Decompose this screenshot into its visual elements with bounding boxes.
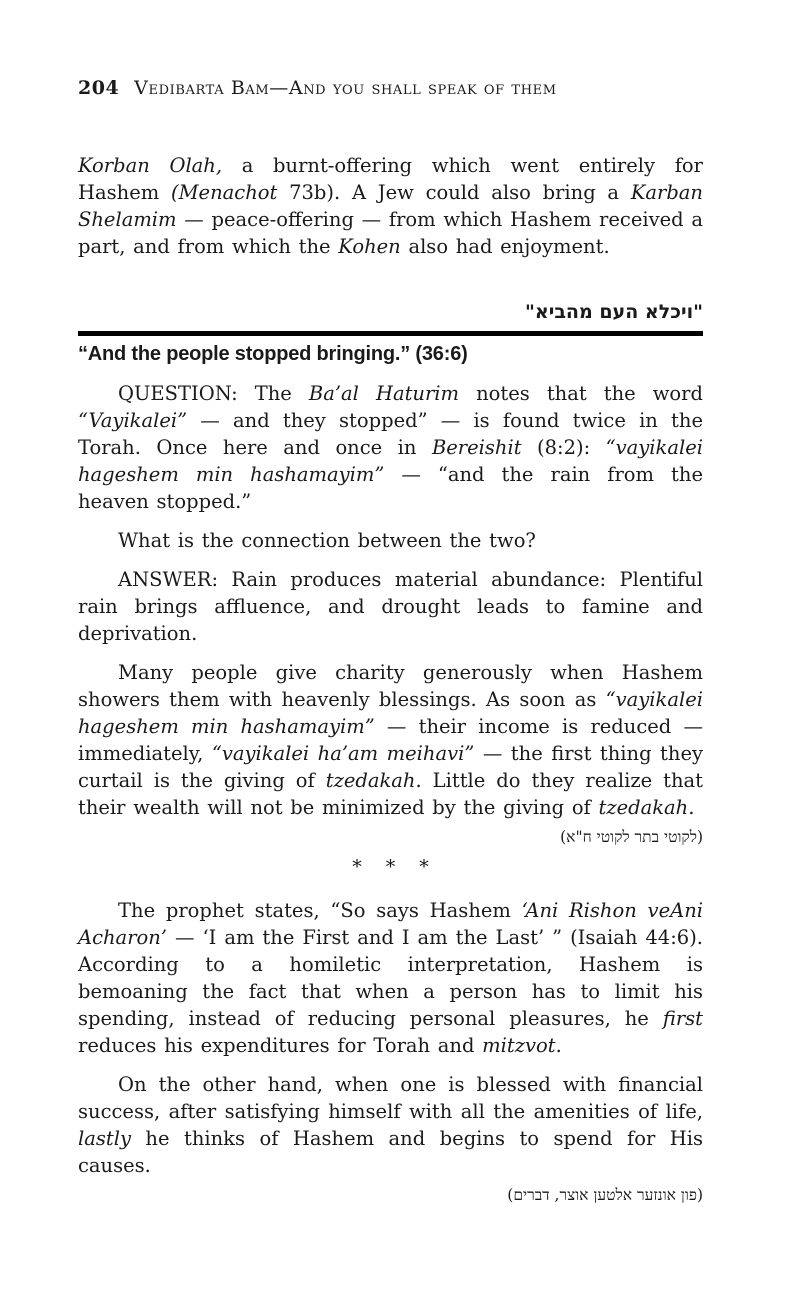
paragraph-prophet: The prophet states, “So says Hashem ‘Ani Rishon veAni Acharon’ — ‘I am the First and I am the Last’ ” (Isaiah 44:6). According to a homiletic interpretation, Hashem is bemoaning the fact that when a person has to limit his spending, instead of reducing personal pleasures, he first reduces his expenditures for Torah and mitzvot. <box>78 899 703 1057</box>
page-number: 204 <box>78 77 120 99</box>
section-english-title: “And the people stopped bringing.” (36:6) <box>78 343 468 365</box>
paragraph-charity: Many people give charity generously when Hashem showers them with heavenly blessings. As soon as “vayikalei hageshem min hashamayim” — their income is reduced — immediately, “vayikalei ha’am meihavi” — the first thing they curtail is the giving of tzedakah. Little do they realize that their wealth will not be minimized by the giving of tzedakah. <box>78 661 704 819</box>
section-heading <box>78 300 703 366</box>
paragraph-connection-question: What is the connection between the two? <box>118 529 536 552</box>
paragraph-continuation: Korban Olah, a burnt-offering which went entirely for Hashem (Menachot 73b). A Jew could also bring a Karban Shelamim — peace-offering — from which Hashem received a part, and from which the Kohen also had enjoyment. <box>78 154 703 258</box>
source-attribution-2: (פון אונזער אלטען אוצר, דברים) <box>507 1186 703 1204</box>
section-divider-rule <box>78 331 703 336</box>
page-header <box>78 76 703 100</box>
section-separator-stars: * * * <box>352 856 429 878</box>
book-title: Vedibarta Bam—And you shall speak of them <box>134 77 557 99</box>
paragraph-question: QUESTION: The Ba’al Haturim notes that the word “Vayikalei” — and they stopped” — is found twice in the Torah. Once here and once in Bereishit (8:2): “vayikalei hageshem min hashamayim” — “and the rain from the heaven stopped.” <box>78 382 703 513</box>
paragraph-answer: ANSWER: Rain produces material abundance: Plentiful rain brings affluence, and drought leads to famine and deprivation. <box>78 568 703 645</box>
paragraph-other-hand: On the other hand, when one is blessed with financial success, after satisfying himself with all the amenities of life, lastly he thinks of Hashem and begins to spend for His causes. <box>78 1073 703 1177</box>
source-attribution-1: (לקוטי בתר לקוטי ח"א) <box>560 828 703 846</box>
section-hebrew-title: "ויכלא העם מהביא" <box>525 301 703 323</box>
